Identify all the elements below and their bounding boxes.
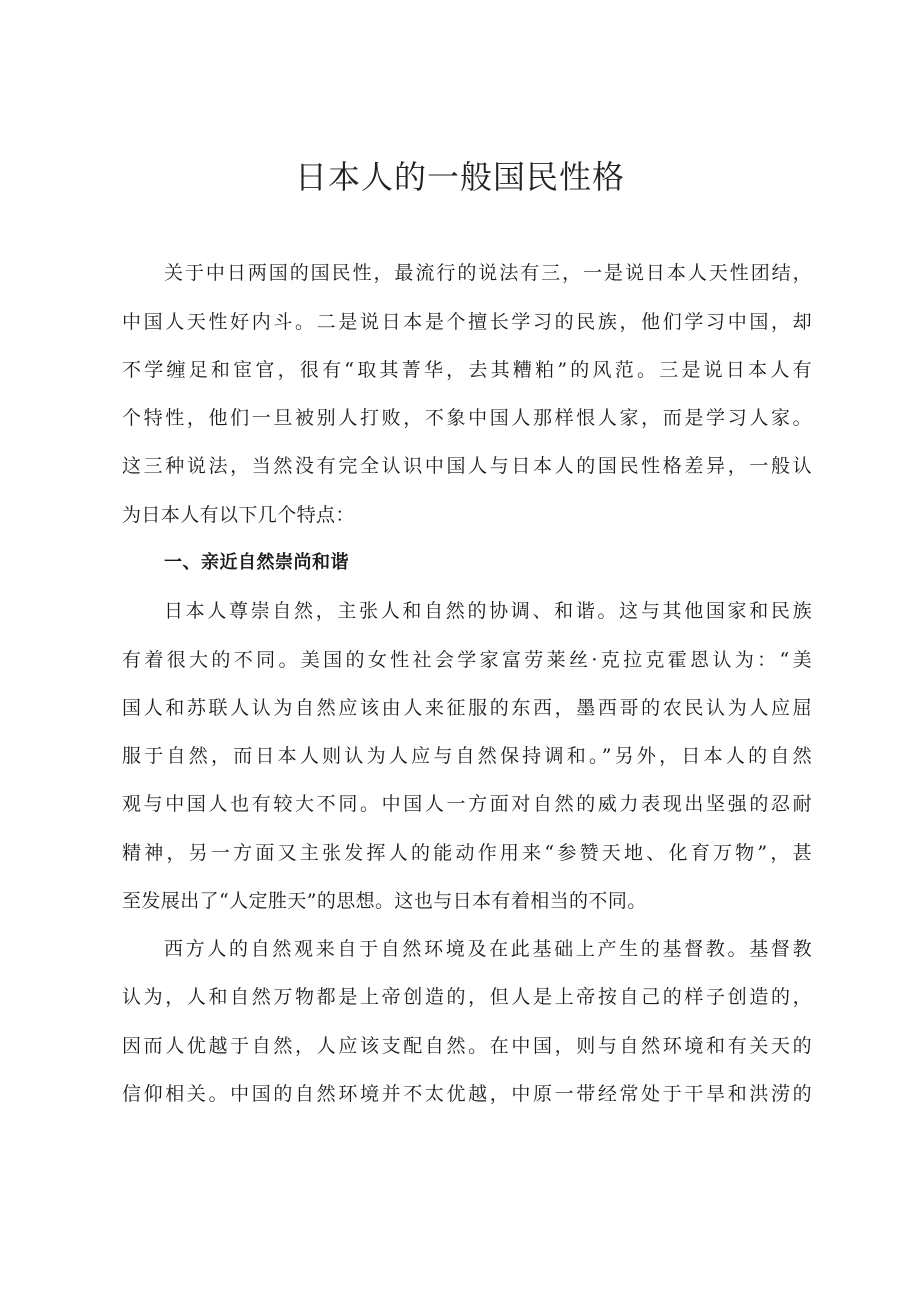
paragraph-line: 国人和苏联人认为自然应该由人来征服的东西，墨西哥的农民认为人应屈: [122, 697, 812, 719]
paragraph-line: 这三种说法，当然没有完全认识中国人与日本人的国民性格差异，一般认: [122, 455, 812, 477]
paragraph-line: 信仰相关。中国的自然环境并不太优越，中原一带经常处于干旱和洪涝的: [122, 1083, 812, 1105]
paragraph-line: 关于中日两国的国民性，最流行的说法有三，一是说日本人天性团结，: [164, 262, 812, 284]
paragraph-line: 个特性，他们一旦被别人打败，不象中国人那样恨人家，而是学习人家。: [122, 407, 812, 429]
paragraph-line: 服于自然，而日本人则认为人应与自然保持调和。”另外，日本人的自然: [122, 745, 812, 767]
paragraph-line: 不学缠足和宦官，很有“取其菁华，去其糟粕”的风范。三是说日本人有: [122, 359, 812, 381]
paragraph-line: 日本人尊崇自然，主张人和自然的协调、和谐。这与其他国家和民族: [164, 600, 812, 622]
paragraph-line: 为日本人有以下几个特点：: [122, 504, 355, 526]
paragraph-line: 中国人天性好内斗。二是说日本是个擅长学习的民族，他们学习中国，却: [122, 311, 812, 333]
section-heading: 一、亲近自然崇尚和谐: [164, 552, 349, 573]
paragraph-line: 至发展出了“人定胜天”的思想。这也与日本有着相当的不同。: [122, 890, 647, 912]
paragraph-line: 观与中国人也有较大不同。中国人一方面对自然的威力表现出坚强的忍耐: [122, 793, 812, 815]
paragraph-line: 西方人的自然观来自于自然环境及在此基础上产生的基督教。基督教: [164, 938, 812, 960]
document-title: 日本人的一般国民性格: [294, 158, 625, 196]
paragraph-line: 精神，另一方面又主张发挥人的能动作用来“参赞天地、化育万物”，甚: [122, 842, 812, 864]
paragraph-line: 有着很大的不同。美国的女性社会学家富劳莱丝·克拉克霍恩认为：“美: [122, 649, 812, 671]
paragraph-line: 因而人优越于自然，人应该支配自然。在中国，则与自然环境和有关天的: [122, 1035, 812, 1057]
paragraph-line: 认为，人和自然万物都是上帝创造的，但人是上帝按自己的样子创造的，: [122, 986, 812, 1008]
